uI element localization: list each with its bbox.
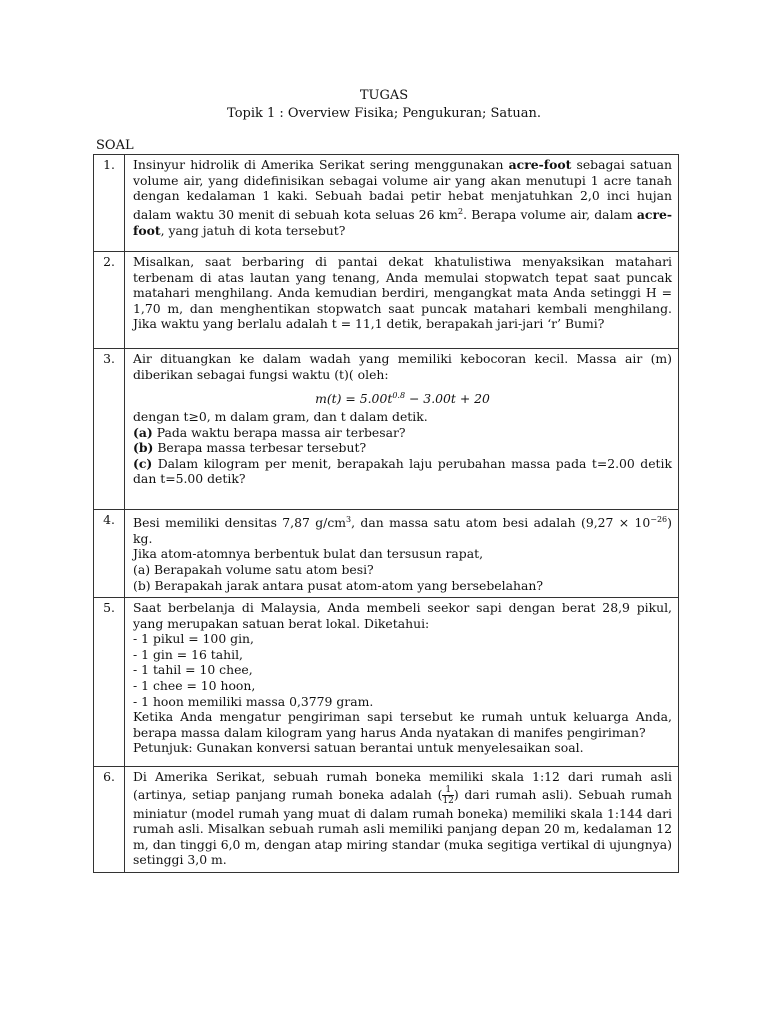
section-label: SOAL xyxy=(96,138,134,153)
problem-text: Air dituangkan ke dalam wadah yang memiliki kebocoran kecil. Massa air (m) diberikan sebagai fungsi waktu (t)( oleh: $m(t) = 5.00t^{0.8} - 3.00t + 20$ dengan t≥0, m dalam gram, dan t dalam detik. (a) Pada waktu berapa massa air terbesar? (b) Berapa massa terbesar tersebut? (c) Dalam kilogram per menit, berapakah laju perubahan massa pada t=2.00 detik dan t=5.00 detik? xyxy=(125,349,679,510)
problems-table xyxy=(93,154,679,873)
page-title: TUGAS xyxy=(359,88,409,103)
problem-number: 2. xyxy=(94,252,125,349)
problem-row-2 xyxy=(94,252,679,349)
problem-row-6 xyxy=(94,767,679,873)
problem-number: 5. xyxy=(94,598,125,767)
problem-number: 1. xyxy=(94,155,125,252)
problem-row-3 xyxy=(94,349,679,510)
page-subtitle: Topik 1 : Overview Fisika; Pengukuran; Satuan. xyxy=(227,106,541,121)
problem-number: 4. xyxy=(94,510,125,598)
problem-number: 3. xyxy=(94,349,125,510)
problem-text: Besi memiliki densitas 7,87 $g/cm^3$, dan massa satu atom besi adalah $(9,27 \times 10^{-26})$ kg. Jika atom-atomnya berbentuk bulat dan tersusun rapat, (a) Berapakah volume satu atom besi? (b) Berapakah jarak antara pusat atom-atom yang bersebelahan? xyxy=(125,510,679,598)
problem-text: Saat berbelanja di Malaysia, Anda membeli seekor sapi dengan berat 28,9 pikul, yang merupakan satuan berat lokal. Diketahui: - 1 pikul = 100 gin, - 1 gin = 16 tahil, - 1 tahil = 10 chee, - 1 chee = 10 hoon, - 1 hoon memiliki massa 0,3779 gram. Ketika Anda mengatur pengiriman sapi tersebut ke rumah untuk keluarga Anda, berapa massa dalam kilogram yang harus Anda nyatakan di manifes pengiriman? Petunjuk: Gunakan konversi satuan berantai untuk menyelesaikan soal. xyxy=(125,598,679,767)
fraction: $\frac{1}{12}$ xyxy=(442,784,454,806)
problem-row-1 xyxy=(94,155,679,252)
problem-row-4 xyxy=(94,510,679,598)
problem-text: Di Amerika Serikat, sebuah rumah boneka memiliki skala 1:12 dari rumah asli (artinya, setiap panjang rumah boneka adalah ( $\frac{1}{12}$ ) dari rumah asli). Sebuah rumah miniatur (model rumah yang muat di dalam rumah boneka) memiliki skala 1:144 dari rumah asli. Misalkan sebuah rumah asli memiliki panjang depan 20 m, kedalaman 12 m, dan tinggi 6,0 m, dengan atap miring standar (muka segitiga vertikal di ujungnya) setinggi 3,0 m. xyxy=(125,767,679,873)
problem-text: Insinyur hidrolik di Amerika Serikat sering menggunakan acre-foot sebagai satuan volume air, yang didefinisikan sebagai volume air yang akan menutupi 1 acre tanah dengan kedalaman 1 kaki. Sebuah badai petir hebat menjatuhkan 2,0 inci hujan dalam waktu 30 menit di sebuah kota seluas 26 $km^2$. Berapa volume air, dalam acre-foot, yang jatuh di kota tersebut? xyxy=(125,155,679,252)
problem-number: 6. xyxy=(94,767,125,873)
equation: $m(t) = 5.00t^{0.8} - 3.00t + 20$ xyxy=(315,391,490,407)
problem-row-5 xyxy=(94,598,679,767)
problem-text: Misalkan, saat berbaring di pantai dekat khatulistiwa menyaksikan matahari terbenam di atas lautan yang tenang, Anda memulai stopwatch tepat saat puncak matahari menghilang. Anda kemudian berdiri, mengangkat mata Anda setinggi H = 1,70 m, dan menghentikan stopwatch saat puncak matahari kembali menghilang. Jika waktu yang berlalu adalah t = 11,1 detik, berapakah jari-jari ‘r’ Bumi? xyxy=(125,252,679,349)
